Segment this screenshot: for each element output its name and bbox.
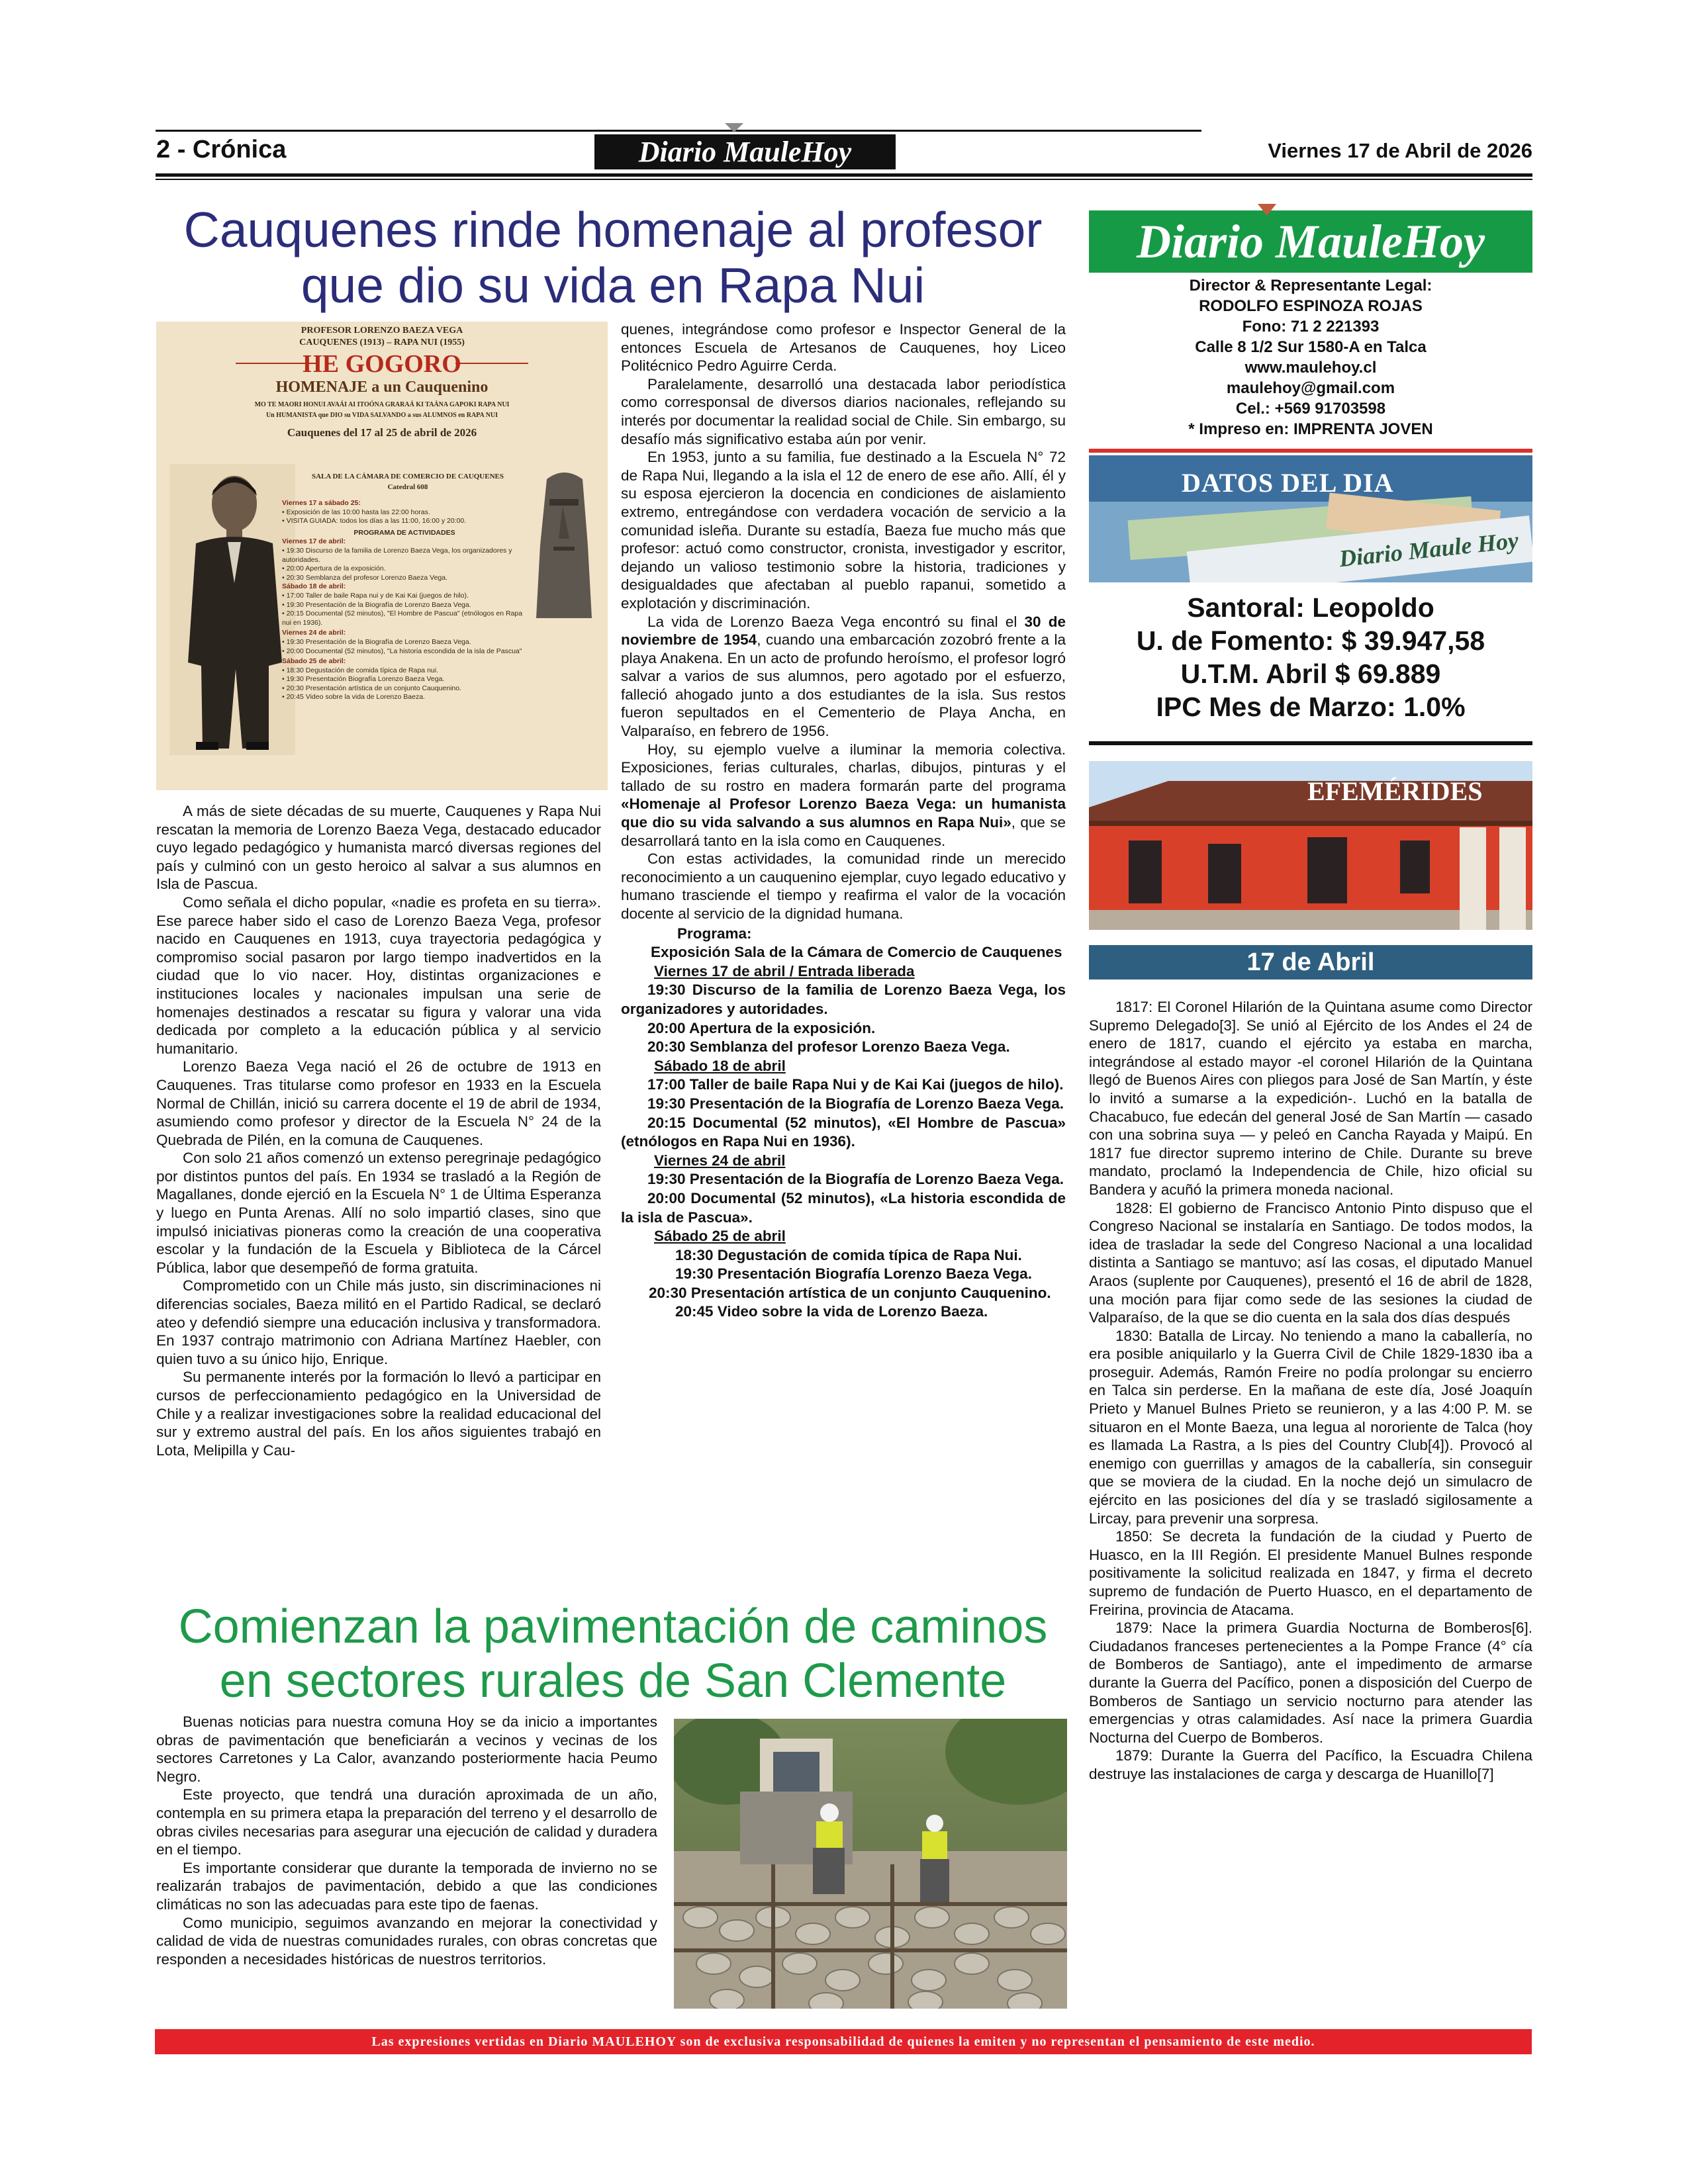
poster-day2-item: • 17:00 Taller de baile Rapa nui y de Kai Kai (juegos de hilo). [282, 591, 469, 600]
program-item: 18:30 Degustación de comida típica de Rapa Nui. [675, 1246, 1022, 1263]
article1-column2 [621, 320, 1066, 1322]
article2-paragraph: Buenas noticias para nuestra comuna Hoy se da inicio a importantes obras de pavimentación que beneficiarán a vecinos y vecinas de los sectores Carretones y La Calor, avanzando posteriormente hacia Peumo Negro. [156, 1713, 657, 1785]
sidebar-red-rule [1089, 449, 1532, 453]
poster-day1-item: • 19:30 Discurso de la familia de Lorenzo Baeza Vega, los organizadores y autoridades. [282, 546, 512, 564]
datos-bottom-rule [1089, 741, 1532, 745]
construction-photo [674, 1719, 1067, 2009]
program-item: 20:45 Video sobre la vida de Lorenzo Baeza. [675, 1303, 988, 1320]
article1-paragraph-death: La vida de Lorenzo Baeza Vega encontró su final el 30 de noviembre de 1954, cuando una embarcación zozobró frente a la playa Anakena. En un acto de profundo heroísmo, el profesor logró salvar a varios de sus alumnos, pero agotado por el esfuerzo, falleció ahogado junto a dos estudiantes de la isla. Sus restos fueron sepultados en el Cementerio de Playa Ancha, en Valparaíso, en febrero de 1956. [621, 613, 1066, 740]
datos-banner [1089, 455, 1532, 582]
page-section: 2 - Crónica [156, 136, 287, 163]
header-tab-marker [725, 123, 743, 132]
program-day: Viernes 17 de abril / Entrada liberada [654, 962, 915, 979]
datos-banner-paper-text: Diario Maule Hoy [1338, 527, 1520, 572]
masthead-line: * Impreso en: IMPRENTA JOVEN [1188, 420, 1433, 438]
efemerides-banner [1089, 761, 1532, 930]
masthead-line: www.maulehoy.cl [1244, 359, 1377, 377]
article1-paragraph: quenes, integrándose como profesor e Inspector General de la entonces Escuela de Artesanos de Cauquenes, hoy Liceo Politécnico Pedro Aguirre Cerda. [621, 321, 1066, 375]
poster-rapanui-line: MO TE MAORI HONUI AVAÁI AI ITOÓNA GRARAÁ KI TAÁNA GAPOKI RAPA NUI [254, 401, 510, 408]
datos-banner-title: DATOS DEL DIA [1182, 468, 1394, 498]
poster-title: HE GOGORO [303, 350, 461, 378]
poster-day3-item: • 20:00 Documental (52 minutos), "La historia escondida de la isla de Pascua" [282, 647, 522, 655]
program-venue: Exposición Sala de la Cámara de Comercio de Cauquenes [651, 944, 1062, 961]
poster-program-title: PROGRAMA DE ACTIVIDADES [353, 528, 455, 537]
article2-paragraph: Este proyecto, que tendrá una duración aproximada de un año, contempla en su primera etapa la preparación del terreno y el desarrollo de obras civiles necesarias para asegurar una ejecución de calidad y duradera en el tiempo. [156, 1786, 657, 1858]
article1-paragraph: Su permanente interés por la formación lo llevó a participar en cursos de perfeccionamiento pedagógico en la Universidad de Chile y a realizar investigaciones sobre la realidad educacional del sur y extremo austral del país. En los años siguientes trabajó en Lota, Melipilla y Cau- [156, 1369, 601, 1459]
header-bottom-rule [156, 173, 1532, 177]
header-date: Viernes 17 de Abril de 2026 [1268, 139, 1532, 162]
efemerides-date: 17 de Abril [1246, 948, 1375, 976]
efemeride-item: 1879: Nace la primera Guardia Nocturna de Bomberos[6]. Ciudadanos franceses pertenecientes a la Pompe France (4° cía de Bomberos de Santiago), ante el impedimento de armarse durante la Guerra del Pacífico, ponen a disposición del Cuerpo de Bomberos de Santiago un servicio nocturno para atender las emergencias y otras calamidades. Así nace la primera Guardia Nocturna del Cuerpo de Bomberos. [1089, 1619, 1532, 1746]
poster-day1-item: • 20:30 Semblanza del profesor Lorenzo Baeza Vega. [282, 573, 448, 582]
program-day: Viernes 24 de abril [654, 1152, 786, 1169]
sidebar-logo [1089, 210, 1532, 273]
program-item: 19:30 Discurso de la familia de Lorenzo Baeza Vega, los organizadores y autoridades. [621, 981, 1066, 1017]
program-item: 20:00 Apertura de la exposición. [647, 1019, 876, 1036]
poster-top-line2: CAUQUENES (1913) – RAPA NUI (1955) [299, 338, 465, 347]
masthead-line: Fono: 71 2 221393 [1242, 318, 1380, 336]
efemeride-item: 1830: Batalla de Lircay. No teniendo a mano la caballería, no era posible aniquilarlo y la Guerra Civil de Chile 1829-1830 iba a proseguir. Además, Ramón Freire no podía prolongar su encierro en Talca sin perderse. En la mañana de este día, José Joaquín Prieto y Manuel Bulnes Prieto se reunieron, y a las 4:00 P. M. se situaron en el Monte Baeza, una legua al nororiente de Talca (hoy es llamada La Rastra, a ls pies del Country Club[4]). Provocó al enemigo con guerrillas y amagos de la caballería, sin conseguir que se moviera de la ciudad. En la noche dejó un simulacro de ejército en las posiciones del día y se trasladó sigilosamente a Lircay, para prevenir una sorpresa. [1089, 1327, 1532, 1527]
masthead-line: maulehoy@gmail.com [1226, 379, 1395, 397]
masthead [1089, 275, 1532, 439]
efemerides-list [1089, 998, 1532, 1784]
sidebar-logo-text: Diario MauleHoy [1136, 214, 1485, 268]
program-item: 19:30 Presentación de la Biografía de Lorenzo Baeza Vega. [647, 1095, 1064, 1112]
masthead-line: RODOLFO ESPINOZA ROJAS [1199, 297, 1423, 315]
article2-column [156, 1713, 657, 1968]
datos-del-dia [1089, 591, 1532, 723]
article1-paragraph: Como señala el dicho popular, «nadie es profeta en su tierra». Ese parece haber sido el caso de Lorenzo Baeza Vega, profesor nacido en Cauquenes en 1913, cuya trayectoria pedagógica y compromiso social pasaron por largo tiempo inadvertidos en la ciudad que lo vio nacer. Hoy, distintas organizaciones e instituciones locales y nacionales impulsan una serie de homenajes destinados a rescatar su figura y valorar una vida dedicada por completo a la educación pública y al servicio humanitario. [156, 893, 601, 1057]
program-item: 20:00 Documental (52 minutos), «La historia escondida de la isla de Pascua». [621, 1189, 1066, 1226]
masthead-line: Calle 8 1/2 Sur 1580-A en Talca [1195, 338, 1427, 356]
poster-day4-item: • 20:45 Video sobre la vida de Lorenzo Baeza. [282, 693, 425, 702]
poster-top-line1: PROFESOR LORENZO BAEZA VEGA [301, 326, 463, 336]
efemeride-item: 1817: El Coronel Hilarión de la Quintana asume como Director Supremo Delegado[3]. Se unió al Ejército de los Andes el 24 de enero de 1817, cuando el ejército ya estaba en marcha, integrándose al estado mayor -el coronel Hilarión de la Quintana llegó de Buenos Aires con pliegos para José de San Martín, y éste lo invitó a sumarse a la expedición-. Luchó en la batalla de Chacabuco, fue edecán del general José de San Martín — casado con una sobrina suya — y peleó en Cancha Rayada y Maipú. En 1817 fue director supremo interino de Chile. Durante su breve mandato, proclamó la Independencia de Chile, hizo oficial su Bandera y acuñó la primera moneda nacional. [1089, 999, 1532, 1198]
article1-paragraph: Lorenzo Baeza Vega nació el 26 de octubre de 1913 en Cauquenes. Tras titularse como profesor en 1933 en la Escuela Normal de Chillán, inició su carrera docente el 19 de abril de 1934, asumiendo como profesor y director de la Escuela N° 24 de la Quebrada de Pilén, en la comuna de Cauquenes. [156, 1058, 601, 1148]
poster-day4-item: • 20:30 Presentación artística de un conjunto Cauquenino. [282, 684, 462, 692]
article1-paragraph: Comprometido con un Chile más justo, sin discriminaciones ni diferencias sociales, Baeza militó en el Partido Radical, se declaró ateo y defendió siempre una educación inclusiva y transformadora. En 1937 contrajo matrimonio con Adriana Martínez Haebler, con quien tuvo a su único hijo, Enrique. [156, 1277, 601, 1367]
article1-paragraph: Paralelamente, desarrolló una destacada labor periodística como corresponsal de diversos diarios nacionales, reflejando su interés por documentar la realidad social de Chile. Sin embargo, su desafío más significativo estaba aún por venir. [621, 375, 1066, 447]
article1-paragraph: Con solo 21 años comenzó un extenso peregrinaje pedagógico por distintos puntos del país. En 1934 se trasladó a la Región de Magallanes, donde ejerció en la Escuela N° 1 de Última Esperanza y luego en Punta Arenas. Allí no solo impartió clases, sino que impulsó iniciativas pioneras como la creación de una cooperativa escolar y la fundación de la Escuela y Biblioteca de la Cárcel Pública, labor que desempeñó de forma gratuita. [156, 1150, 601, 1276]
poster-subtitle: HOMENAJE a un Cauquenino [275, 379, 489, 396]
program-heading: Programa: [677, 925, 752, 942]
program-day: Sábado 25 de abril [654, 1228, 786, 1245]
article2-paragraph: Como municipio, seguimos avanzando en mejorar la conectividad y calidad de vida de nuestras comunidades rurales, con obras concretas que responden a necesidades históricas de nuestros territorios. [156, 1914, 657, 1968]
article1-title: Cauquenes rinde homenaje al profesor que dio su vida en Rapa Nui [183, 202, 1043, 313]
article1-paragraph: En 1953, junto a su familia, fue destinado a la Escuela N° 72 de Rapa Nui, llegando a la isla el 12 de enero de ese año. Allí, él y su esposa ejercieron la docencia en condiciones de aislamiento extremo, entregándose con verdadera vocación de servicio a la comunidad isleña. Durante su estadía, Baeza fue mucho más que profesor: actuó como constructor, cronista, investigador y escritor, dejando un valioso testimonio sobre la historia, tradiciones y desigualdades que afectaban al pueblo rapanui, sometido a explotación y discriminación. [621, 449, 1066, 612]
poster-dates: Cauquenes del 17 al 25 de abril de 2026 [287, 426, 477, 439]
header-top-rule [156, 130, 1201, 132]
poster-place2: Catedral 608 [387, 483, 428, 491]
utm-value: U.T.M. Abril $ 69.889 [1180, 659, 1441, 689]
poster-block1-item: • VISITA GUIADA: todos los días a las 11:00, 16:00 y 20:00. [282, 517, 467, 525]
poster-day4-item: • 18:30 Degustación de comida típica de Rapa nui. [282, 666, 438, 674]
poster-day4: Sábado 25 de abril: [282, 657, 346, 666]
article1-paragraph: Con estas actividades, la comunidad rinde un merecido reconocimiento a un cauquenino ejemplar, cuyo legado educativo y humano trasciende el tiempo y reafirma el valor de la vocación docente al servicio de la dignidad humana. [621, 850, 1066, 922]
poster-day1: Viernes 17 de abril: [282, 537, 346, 546]
poster-day2-item: • 20:15 Documental (52 minutos), "El Hombre de Pascua" (etnólogos en Rapa nui en 1936). [282, 610, 523, 627]
efemeride-item: 1828: El gobierno de Francisco Antonio Pinto dispuso que el Congreso Nacional se instalaría en Santiago. De todos modos, la idea de trasladar la sede del Congreso Nacional a una localidad distinta a Santiago se mantuvo; así las cosas, el diputado Manuel Araos (suplente por Cauquenes), presentó el 16 de abril de 1828, una moción para fijar como sede de las sesiones la ciudad de Valparaíso, de la que se dio cuenta en la sala dos días después [1089, 1199, 1532, 1326]
program-item: 19:30 Presentación de la Biografía de Lorenzo Baeza Vega. [647, 1171, 1064, 1188]
uf-value: U. de Fomento: $ 39.947,58 [1136, 625, 1485, 656]
poster-block1-title: Viernes 17 a sábado 25: [282, 499, 361, 507]
santoral: Santoral: Leopoldo [1187, 592, 1434, 623]
article1-paragraph: A más de siete décadas de su muerte, Cauquenes y Rapa Nui rescatan la memoria de Lorenzo Baeza Vega, destacado educador cuyo legado pedagógico y humanista marcó diversas regiones del país y culminó con un gesto heroico al salvar a sus alumnos en Isla de Pascua. [156, 803, 601, 893]
sidebar-logo-marker [1258, 204, 1276, 216]
program-list [621, 925, 1066, 1322]
program-item: 20:15 Documental (52 minutos), «El Hombre de Pascua» (etnólogos en Rapa Nui en 1936). [621, 1114, 1066, 1150]
article2-title: Comienzan la pavimentación de caminos en sectores rurales de San Clemente [178, 1600, 1048, 1707]
poster-place: SALA DE LA CÁMARA DE COMERCIO DE CAUQUENES [311, 473, 504, 480]
masthead-line: Cel.: +569 91703598 [1235, 400, 1386, 418]
program-item: 17:00 Taller de baile Rapa Nui y de Kai Kai (juegos de hilo). [647, 1076, 1064, 1093]
poster-day3: Viernes 24 de abril: [282, 629, 346, 637]
header-logo: Diario MauleHoy [594, 134, 896, 169]
footer-disclaimer: Las expresiones vertidas en Diario MAULEHOY son de exclusiva responsabilidad de quienes la emiten y no representan el pensamiento de este medio. [371, 2034, 1315, 2049]
poster-day3-item: • 19:30 Presentación de la Biografía de Lorenzo Baeza Vega. [282, 637, 471, 646]
article2-paragraph: Es importante considerar que durante la temporada de invierno no se realizarán trabajos de pavimentación, debido a que las condiciones climáticas no son las adecuadas para este tipo de faenas. [156, 1859, 657, 1913]
efemeride-item: 1850: Se decreta la fundación de la ciudad y Puerto de Huasco, en la III Región. El presidente Manuel Bulnes responde positivamente la solicitud realizada en 1847, y firma el decreto supremo de fundación de Puerto Huasco, en el departamento de Freirina, provincia de Atacama. [1089, 1528, 1532, 1618]
masthead-line: Director & Representante Legal: [1189, 277, 1432, 295]
program-day: Sábado 18 de abril [654, 1057, 786, 1074]
footer-disclaimer-bar [155, 2029, 1532, 2054]
poster-schedule [282, 499, 527, 702]
poster-day1-item: • 20:00 Apertura de la exposición. [282, 565, 386, 573]
efemerides-banner-title: EFEMÉRIDES [1307, 776, 1483, 806]
poster-portrait [169, 464, 295, 755]
article1-column1 [156, 802, 601, 1459]
program-item: 20:30 Semblanza del profesor Lorenzo Baeza Vega. [647, 1038, 1010, 1056]
poster-day2: Sábado 18 de abril: [282, 582, 346, 591]
poster-spanish-line: Un HUMANISTA que DIO su VIDA SALVANDO a sus ALUMNOS en RAPA NUI [265, 412, 498, 419]
event-poster [156, 322, 608, 790]
efemeride-item: 1879: Durante la Guerra del Pacífico, la Escuadra Chilena destruye las instalaciones de carga y descarga de Huanillo[7] [1089, 1747, 1532, 1782]
poster-day4-item: • 19:30 Presentación Biografía Lorenzo Baeza Vega. [282, 675, 445, 684]
poster-day2-item: • 19:30 Presentación de la Biografía de Lorenzo Baeza Vega. [282, 600, 471, 609]
poster-block1-item: • Exposición de las 10:00 hasta las 22:00 horas. [282, 508, 430, 516]
program-item: 20:30 Presentación artística de un conjunto Cauquenino. [649, 1284, 1051, 1301]
program-item: 19:30 Presentación Biografía Lorenzo Baeza Vega. [675, 1265, 1032, 1283]
efemerides-date-band [1089, 945, 1532, 979]
article1-paragraph-program: Hoy, su ejemplo vuelve a iluminar la memoria colectiva. Exposiciones, ferias culturales, charlas, dibujos, pinturas y el tallado de su rostro en madera formarán parte del programa «Homenaje al Profesor Lorenzo Baeza Vega: un humanista que dio su vida salvando a sus alumnos en Rapa Nui», que se desarrollará tanto en la isla como en Cauquenes. [621, 741, 1066, 849]
ipc-value: IPC Mes de Marzo: 1.0% [1156, 692, 1466, 722]
header-bottom-rule-thin [156, 179, 1532, 180]
